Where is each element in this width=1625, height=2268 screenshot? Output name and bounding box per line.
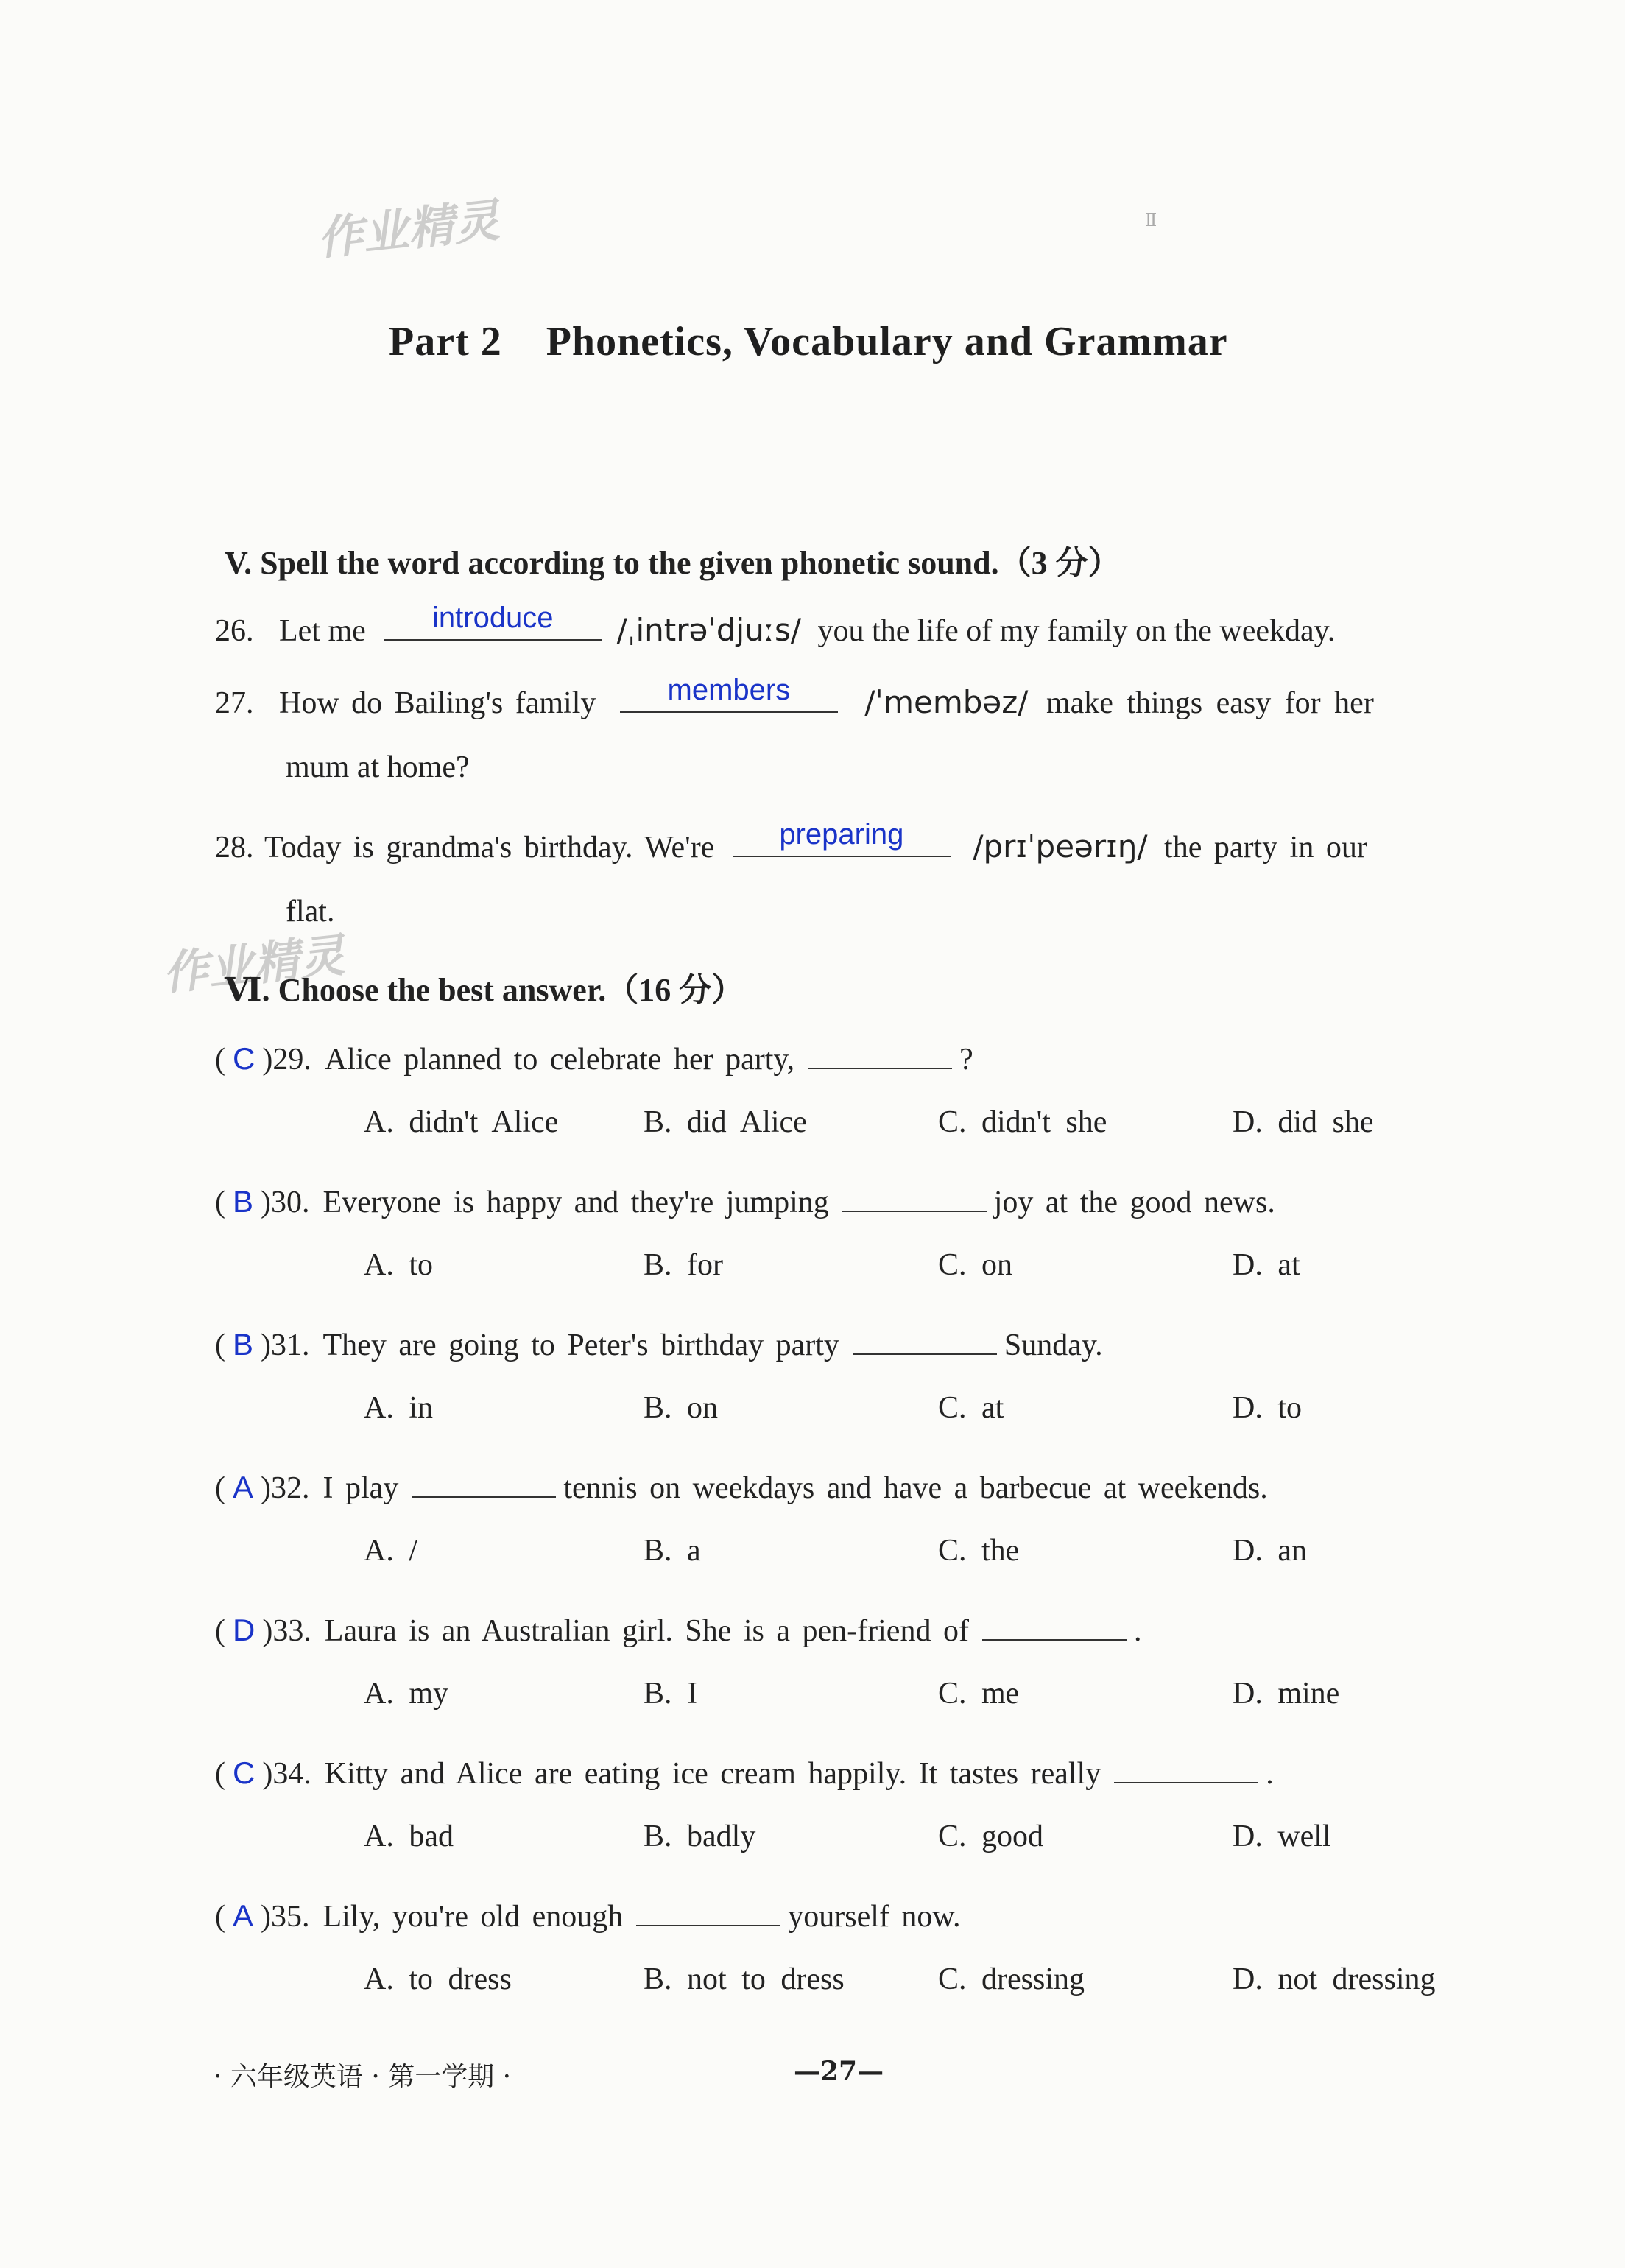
answer-blank [620, 674, 838, 713]
mc-question [215, 1034, 973, 1077]
answer-paren-open: ( [215, 1186, 225, 1219]
option-c: C. didn't she [938, 1105, 1107, 1139]
question-number: )34. [262, 1757, 311, 1791]
answer-paren-open: ( [215, 1900, 225, 1934]
section-6-heading: Ⅵ. Choose the best answer.（16 分） [225, 972, 744, 1008]
question-tail: Sunday. [1004, 1328, 1103, 1362]
question-text: you the life of my family on the weekday. [817, 614, 1336, 648]
question-text: Kitty and Alice are eating ice cream happily. It tastes really [324, 1757, 1101, 1791]
chosen-answer: A [233, 1470, 254, 1504]
option-b: B. on [644, 1391, 719, 1425]
question-number: )30. [261, 1186, 310, 1219]
mc-question [215, 1748, 1274, 1792]
mc-question [215, 1177, 1275, 1220]
question-tail: yourself now. [788, 1900, 961, 1934]
question-tail: . [1133, 1614, 1142, 1648]
answer-blank [842, 1177, 987, 1212]
chosen-answer: B [233, 1327, 254, 1362]
page-title: Part 2 Phonetics, Vocabulary and Grammar [389, 319, 1228, 364]
question-text: They are going to Peter's birthday party [322, 1328, 839, 1362]
option-b: B. I [644, 1677, 697, 1711]
answer-blank [733, 818, 951, 857]
answer-blank [853, 1320, 997, 1355]
answer-paren-open: ( [215, 1043, 225, 1077]
question-text: Let me [279, 614, 366, 648]
question-number: 27. [215, 686, 254, 720]
question-number: 28. [215, 831, 254, 864]
answer-paren-open: ( [215, 1614, 225, 1648]
option-a: A. to [364, 1248, 433, 1282]
mc-question [215, 1462, 1268, 1506]
option-d: D. well [1233, 1820, 1331, 1853]
chosen-answer: D [233, 1613, 255, 1647]
option-d: D. at [1233, 1248, 1300, 1282]
phonetic-symbol: /ˈmembəz/ [864, 684, 1029, 720]
phonetic-symbol: /prɪˈpeərɪŋ/ [973, 828, 1148, 864]
answer-blank [1114, 1748, 1258, 1783]
question-text: make things easy for her [1046, 686, 1374, 720]
question-tail: . [1266, 1757, 1274, 1791]
watermark-top: 作业精灵 [314, 193, 502, 266]
option-d: D. not dressing [1233, 1962, 1436, 1996]
option-c: C. on [938, 1248, 1013, 1282]
question-number: )35. [261, 1900, 310, 1934]
option-d: D. mine [1233, 1677, 1340, 1711]
mc-question [215, 1891, 961, 1934]
option-d: D. to [1233, 1391, 1302, 1425]
option-c: C. dressing [938, 1962, 1085, 1996]
chosen-answer: C [233, 1041, 255, 1076]
phonetic-symbol: /ˌintrəˈdjuːs/ [616, 612, 802, 648]
filled-answer: introduce [432, 602, 554, 634]
question-text: Lily, you're old enough [322, 1900, 624, 1934]
option-a: A. in [364, 1391, 433, 1425]
mc-question [215, 1320, 1103, 1363]
question-number: )29. [262, 1043, 311, 1077]
question-text: Today is grandma's birthday. We're [264, 831, 715, 864]
question-text: Everyone is happy and they're jumping [322, 1186, 829, 1219]
question-number: )31. [261, 1328, 310, 1362]
chosen-answer: C [233, 1755, 255, 1790]
footer-book-info: · 六年级英语 · 第一学期 · [214, 2062, 512, 2092]
option-b: B. did Alice [644, 1105, 807, 1139]
option-b: B. badly [644, 1820, 756, 1853]
footer-page-number: —27— [794, 2056, 884, 2087]
option-d: D. did she [1233, 1105, 1374, 1139]
answer-blank [636, 1891, 780, 1926]
answer-blank [808, 1034, 952, 1069]
chosen-answer: B [233, 1184, 254, 1219]
option-c: C. at [938, 1391, 1004, 1425]
answer-blank [384, 602, 602, 641]
question-text: Laura is an Australian girl. She is a pen-friend of [324, 1614, 969, 1648]
filled-answer: preparing [779, 818, 904, 850]
question-28-continuation: flat. [286, 895, 335, 929]
option-a: A. my [364, 1677, 448, 1711]
mc-question [215, 1605, 1141, 1649]
option-b: B. for [644, 1248, 723, 1282]
question-28 [215, 818, 1367, 865]
question-number: )32. [261, 1471, 310, 1505]
section-5-heading: V. Spell the word according to the given phonetic sound.（3 分） [225, 545, 1121, 581]
option-c: C. me [938, 1677, 1020, 1711]
filled-answer: members [667, 674, 791, 706]
answer-blank [412, 1462, 556, 1498]
option-c: C. good [938, 1820, 1044, 1853]
option-b: B. a [644, 1534, 701, 1568]
question-26 [215, 602, 1336, 649]
option-b: B. not to dress [644, 1962, 845, 1996]
option-a: A. bad [364, 1820, 454, 1853]
question-tail: ? [959, 1043, 973, 1077]
question-27 [215, 674, 1374, 721]
option-c: C. the [938, 1534, 1020, 1568]
option-a: A. / [364, 1534, 417, 1568]
question-27-continuation: mum at home? [286, 750, 470, 784]
watermark-middle: 作业精灵 [160, 928, 348, 1001]
question-text: How do Bailing's family [279, 686, 596, 720]
option-d: D. an [1233, 1534, 1307, 1568]
question-tail: tennis on weekdays and have a barbecue at weekends. [563, 1471, 1268, 1505]
chosen-answer: A [233, 1898, 254, 1933]
question-tail: joy at the good news. [993, 1186, 1275, 1219]
corner-mark: Ⅱ [1145, 211, 1157, 230]
question-number: 26. [215, 614, 254, 648]
option-a: A. to dress [364, 1962, 512, 1996]
answer-paren-open: ( [215, 1328, 225, 1362]
question-text: I play [322, 1471, 399, 1505]
answer-paren-open: ( [215, 1757, 225, 1791]
answer-blank [982, 1605, 1127, 1641]
answer-paren-open: ( [215, 1471, 225, 1505]
option-a: A. didn't Alice [364, 1105, 559, 1139]
question-number: )33. [262, 1614, 311, 1648]
question-text: the party in our [1164, 831, 1367, 864]
question-text: Alice planned to celebrate her party, [324, 1043, 795, 1077]
